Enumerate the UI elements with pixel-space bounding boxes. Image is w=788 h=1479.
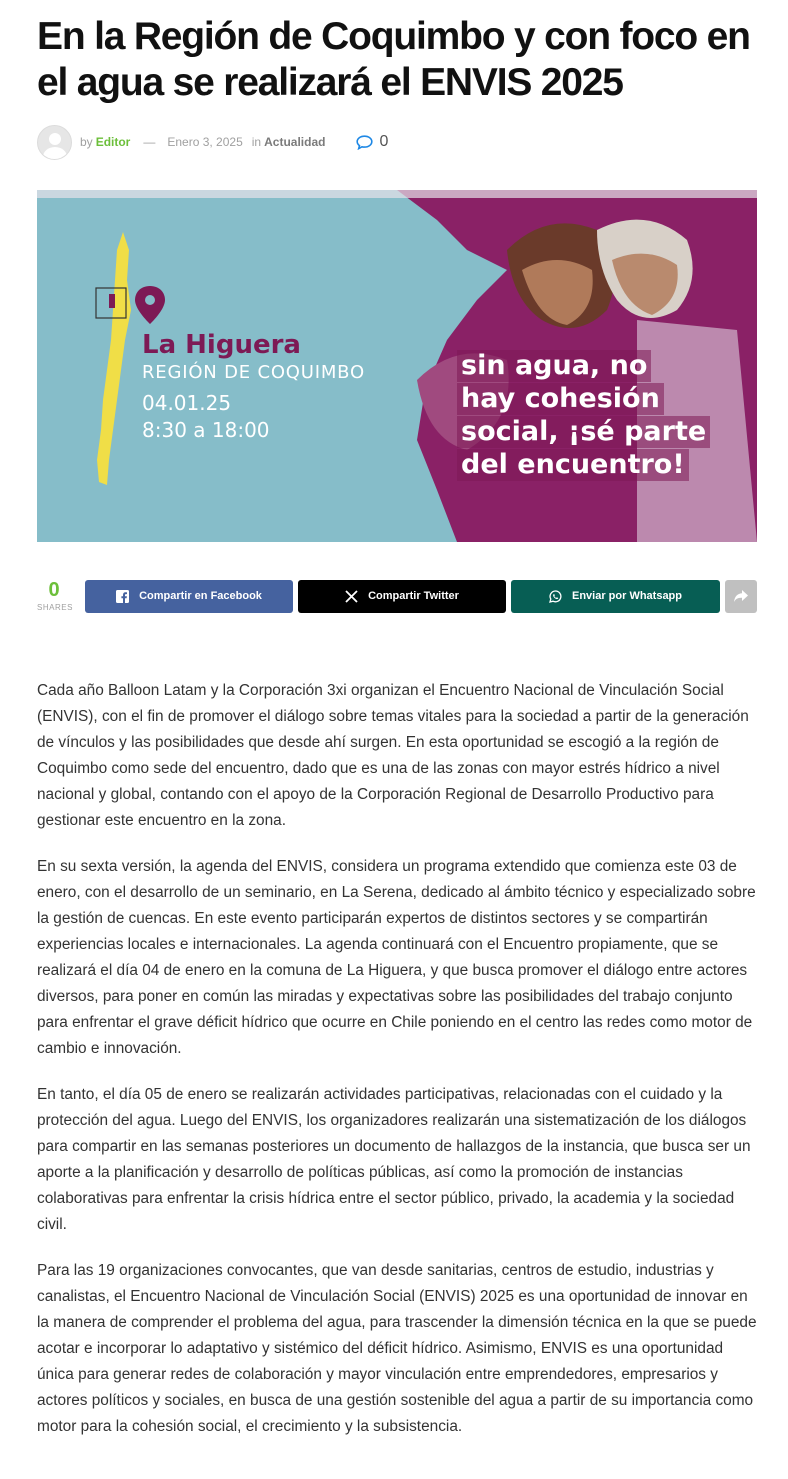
share-facebook-button[interactable] [85, 580, 293, 613]
slogan-line: hay cohesión [457, 383, 664, 415]
share-twitter-button[interactable] [298, 580, 506, 613]
article-paragraph: Para las 19 organizaciones convocantes, que van desde sanitarias, centros de estudio, industrias y canalistas, el Encuentro Nacional de Vinculación Social (ENVIS) 2025 es una oportunidad de innovar en la manera de comprender el problema del agua, para trascender la dimensión técnica en la que se puede acotar e incorporar lo adaptativo y sistémico del déficit hídrico. Asimismo, ENVIS es una oportunidad única para generar redes de colaboración y mayor vinculación entre emprendedores, empresarios y actores políticos y sociales, en busca de una gestión sostenible del agua a partir de su importancia como motor para la cohesión social, el crecimiento y la subsistencia. [37, 1262, 757, 1435]
publish-date: Enero 3, 2025 [167, 135, 243, 149]
x-twitter-icon [345, 590, 358, 603]
share-count [37, 580, 71, 612]
slogan-line: sin agua, no [457, 350, 651, 382]
share-arrow-icon [733, 589, 749, 603]
hero-slogan [457, 350, 710, 482]
share-whatsapp-label: Enviar por Whatsapp [571, 590, 683, 602]
hero-time: 8:30 a 18:00 [142, 418, 270, 442]
article-body [37, 678, 757, 1460]
article-title: En la Región de Coquimbo y con foco en el agua se realizará el ENVIS 2025 [37, 15, 750, 104]
slogan-line: del encuentro! [457, 449, 689, 481]
user-avatar-icon [49, 133, 61, 145]
article-paragraph: En su sexta versión, la agenda del ENVIS, considera un programa extendido que comienza este 03 de enero, con el desarrollo de un seminario, en La Serena, dedicado al ámbito técnico y especializado sobre la gestión de cuencas. En este evento participarán expertos de distintos sectores y se compartirán experiencias locales e internacionales. La agenda continuará con el Encuentro propiamente, que se realizará el día 04 de enero en la comuna de La Higuera, y que busca promover el diálogo entre actores diversos, para poner en común las miradas y expectativas sobre las posibilidades del trabajo conjunto para enfrentar el grave déficit hídrico que ocurre en Chile poniendo en el centro las redes como motor de cambio e innovación. [37, 858, 756, 1057]
share-count-number: 0 [48, 579, 60, 601]
share-facebook-label: Compartir en Facebook [139, 590, 262, 602]
facebook-icon [116, 590, 129, 603]
comments-link[interactable] [356, 133, 388, 151]
share-whatsapp-button[interactable] [511, 580, 720, 613]
slogan-line: social, ¡sé parte [457, 416, 710, 448]
hero-image [37, 190, 757, 542]
article-paragraph: Cada año Balloon Latam y la Corporación 3xi organizan el Encuentro Nacional de Vinculación Social (ENVIS), con el fin de promover el diálogo sobre temas vitales para la sociedad a partir de la generación de vínculos y las posibilidades que desde ahí surgen. En esta oportunidad se escogió a la región de Coquimbo como sede del encuentro, dado que es una de las zonas con mayor estrés hídrico a nivel nacional y global, contando con el apoyo de la Corporación Regional de Desarrollo Productivo para gestionar este encuentro en la zona. [37, 682, 749, 829]
comment-count: 0 [379, 133, 389, 150]
article-paragraph: En tanto, el día 05 de enero se realizarán actividades participativas, relacionadas con el cuidado y la protección del agua. Luego del ENVIS, los organizadores realizarán una sistematización de los diálogos para compartir en las semanas posteriores un documento de hallazgos de la instancia, que busca ser un aporte a la planificación y desarrollo de políticas públicas, así como la promoción de instancias colaborativas para enfrentar la crisis hídrica entre el sector público, privado, la academia y la sociedad civil. [37, 1086, 751, 1233]
hero-place: La Higuera [142, 330, 301, 360]
share-more-button[interactable] [725, 580, 757, 613]
share-count-label: SHARES [37, 603, 73, 612]
author-avatar[interactable] [37, 125, 72, 160]
author-link[interactable]: Editor [95, 135, 131, 149]
share-bar [37, 578, 757, 614]
comment-bubble-icon [356, 135, 373, 150]
share-twitter-label: Compartir Twitter [368, 590, 459, 602]
hero-date: 04.01.25 [142, 391, 232, 415]
meta-separator: — [143, 135, 156, 149]
whatsapp-icon [549, 590, 562, 603]
by-label: by [80, 135, 93, 149]
hero-region: REGIÓN DE COQUIMBO [142, 362, 365, 383]
category-link[interactable]: Actualidad [264, 135, 326, 149]
article-meta [37, 124, 388, 160]
in-label: in [251, 135, 262, 149]
